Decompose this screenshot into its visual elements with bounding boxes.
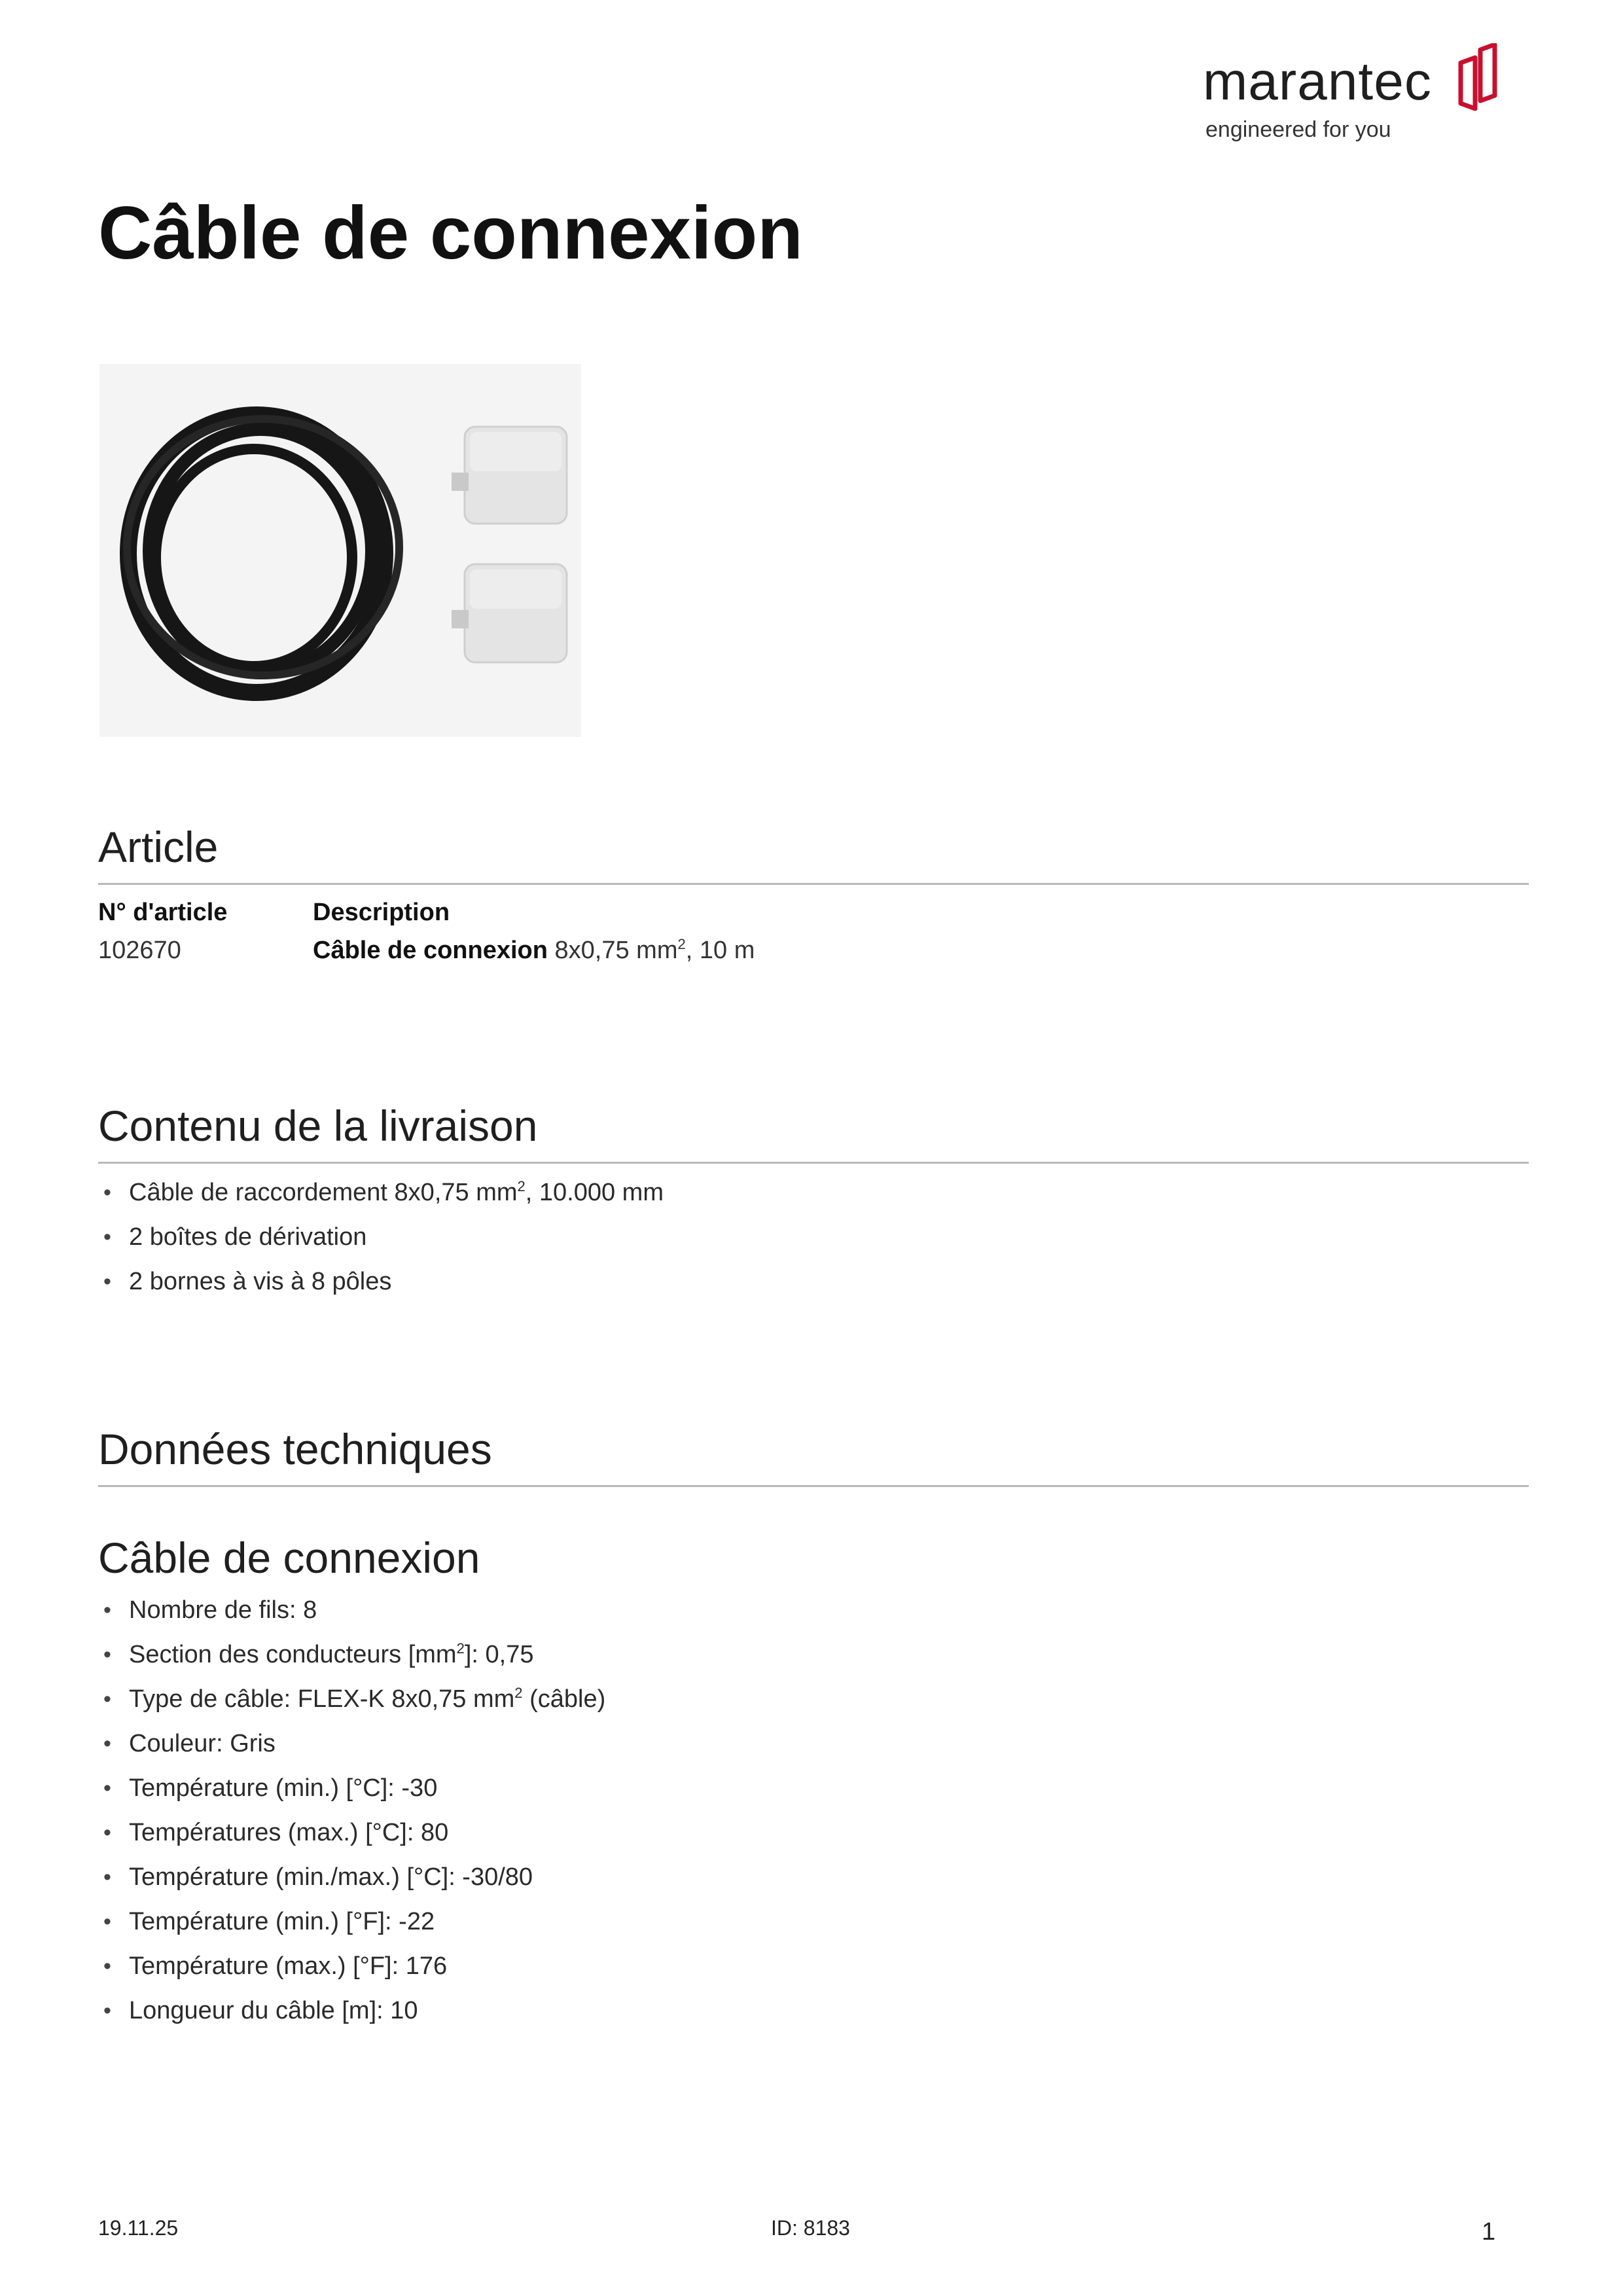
list-item-suffix: (câble) bbox=[522, 1685, 606, 1713]
bullet: • bbox=[103, 1687, 111, 1712]
list-item bbox=[98, 1772, 605, 1804]
footer-date: 19.11.25 bbox=[98, 2216, 179, 2240]
list-item-text: Longueur du câble [m]: 10 bbox=[129, 1997, 418, 2024]
technical-divider bbox=[98, 1485, 1529, 1487]
list-item-text: Section des conducteurs [mm bbox=[129, 1641, 457, 1668]
article-number-header: N° d'article bbox=[98, 899, 228, 926]
marantec-logo bbox=[1203, 43, 1504, 148]
technical-heading: Données techniques bbox=[98, 1425, 492, 1473]
article-description-value bbox=[313, 935, 755, 966]
article-description-text: 8x0,75 mm bbox=[547, 937, 678, 964]
page-number: 1 bbox=[1482, 2218, 1496, 2246]
list-item bbox=[98, 1177, 664, 1208]
bullet: • bbox=[103, 1731, 111, 1756]
article-number-value: 102670 bbox=[98, 937, 181, 964]
bullet: • bbox=[103, 1269, 111, 1294]
superscript: 2 bbox=[456, 1640, 465, 1657]
article-heading: Article bbox=[98, 823, 219, 871]
list-item-suffix: ]: 0,75 bbox=[464, 1641, 534, 1668]
list-item-text: Température (min.) [°C]: -30 bbox=[129, 1774, 438, 1802]
list-item-text: Température (max.) [°F]: 176 bbox=[129, 1952, 448, 1980]
bullet: • bbox=[103, 1954, 111, 1979]
list-item-text: Nombre de fils: 8 bbox=[129, 1596, 317, 1624]
list-item-text: Câble de raccordement 8x0,75 mm bbox=[129, 1179, 518, 1206]
delivery-heading: Contenu de la livraison bbox=[98, 1102, 538, 1150]
list-item bbox=[98, 1683, 605, 1715]
superscript: 2 bbox=[514, 1685, 523, 1701]
list-item-text: Couleur: Gris bbox=[129, 1730, 276, 1757]
bullet: • bbox=[103, 1865, 111, 1890]
superscript: 2 bbox=[517, 1178, 526, 1194]
product-image bbox=[99, 364, 581, 737]
junction-box-top bbox=[452, 427, 567, 524]
list-item-text: 2 bornes à vis à 8 pôles bbox=[129, 1268, 392, 1295]
list-item-text: Température (min.) [°F]: -22 bbox=[129, 1908, 435, 1935]
article-description-header: Description bbox=[313, 899, 450, 926]
footer-id: ID: 8183 bbox=[771, 2216, 850, 2240]
list-item bbox=[98, 1995, 605, 2026]
logo-door-icon bbox=[1455, 43, 1501, 115]
list-item-text: Températures (max.) [°C]: 80 bbox=[129, 1819, 449, 1846]
bullet: • bbox=[103, 1776, 111, 1801]
list-item bbox=[98, 1221, 664, 1253]
bullet: • bbox=[103, 1225, 111, 1249]
list-item bbox=[98, 1594, 605, 1626]
list-item bbox=[98, 1266, 664, 1297]
junction-box-bottom bbox=[452, 564, 567, 662]
logo-wordmark: marantec bbox=[1203, 52, 1432, 111]
delivery-divider bbox=[98, 1162, 1529, 1164]
logo-tagline: engineered for you bbox=[1205, 117, 1391, 142]
article-description-bold: Câble de connexion bbox=[313, 937, 548, 964]
bullet: • bbox=[103, 1642, 111, 1667]
page-title: Câble de connexion bbox=[98, 192, 803, 275]
bullet: • bbox=[103, 1180, 111, 1205]
list-item bbox=[98, 1639, 605, 1670]
list-item bbox=[98, 1728, 605, 1759]
list-item-text: 2 boîtes de dérivation bbox=[129, 1223, 367, 1251]
bullet: • bbox=[103, 1820, 111, 1845]
list-item bbox=[98, 1906, 605, 1937]
delivery-list bbox=[98, 1177, 664, 1310]
bullet: • bbox=[103, 1909, 111, 1934]
list-item-suffix: , 10.000 mm bbox=[525, 1179, 664, 1206]
list-item bbox=[98, 1950, 605, 1982]
technical-subheading: Câble de connexion bbox=[98, 1534, 480, 1582]
list-item bbox=[98, 1861, 605, 1893]
bullet: • bbox=[103, 1598, 111, 1623]
bullet: • bbox=[103, 1998, 111, 2023]
list-item-text: Type de câble: FLEX-K 8x0,75 mm bbox=[129, 1685, 515, 1713]
technical-list bbox=[98, 1594, 605, 2039]
article-divider bbox=[98, 883, 1529, 885]
article-description-suffix: , 10 m bbox=[685, 937, 755, 964]
superscript: 2 bbox=[677, 936, 686, 952]
list-item bbox=[98, 1817, 605, 1848]
list-item-text: Température (min./max.) [°C]: -30/80 bbox=[129, 1863, 533, 1891]
